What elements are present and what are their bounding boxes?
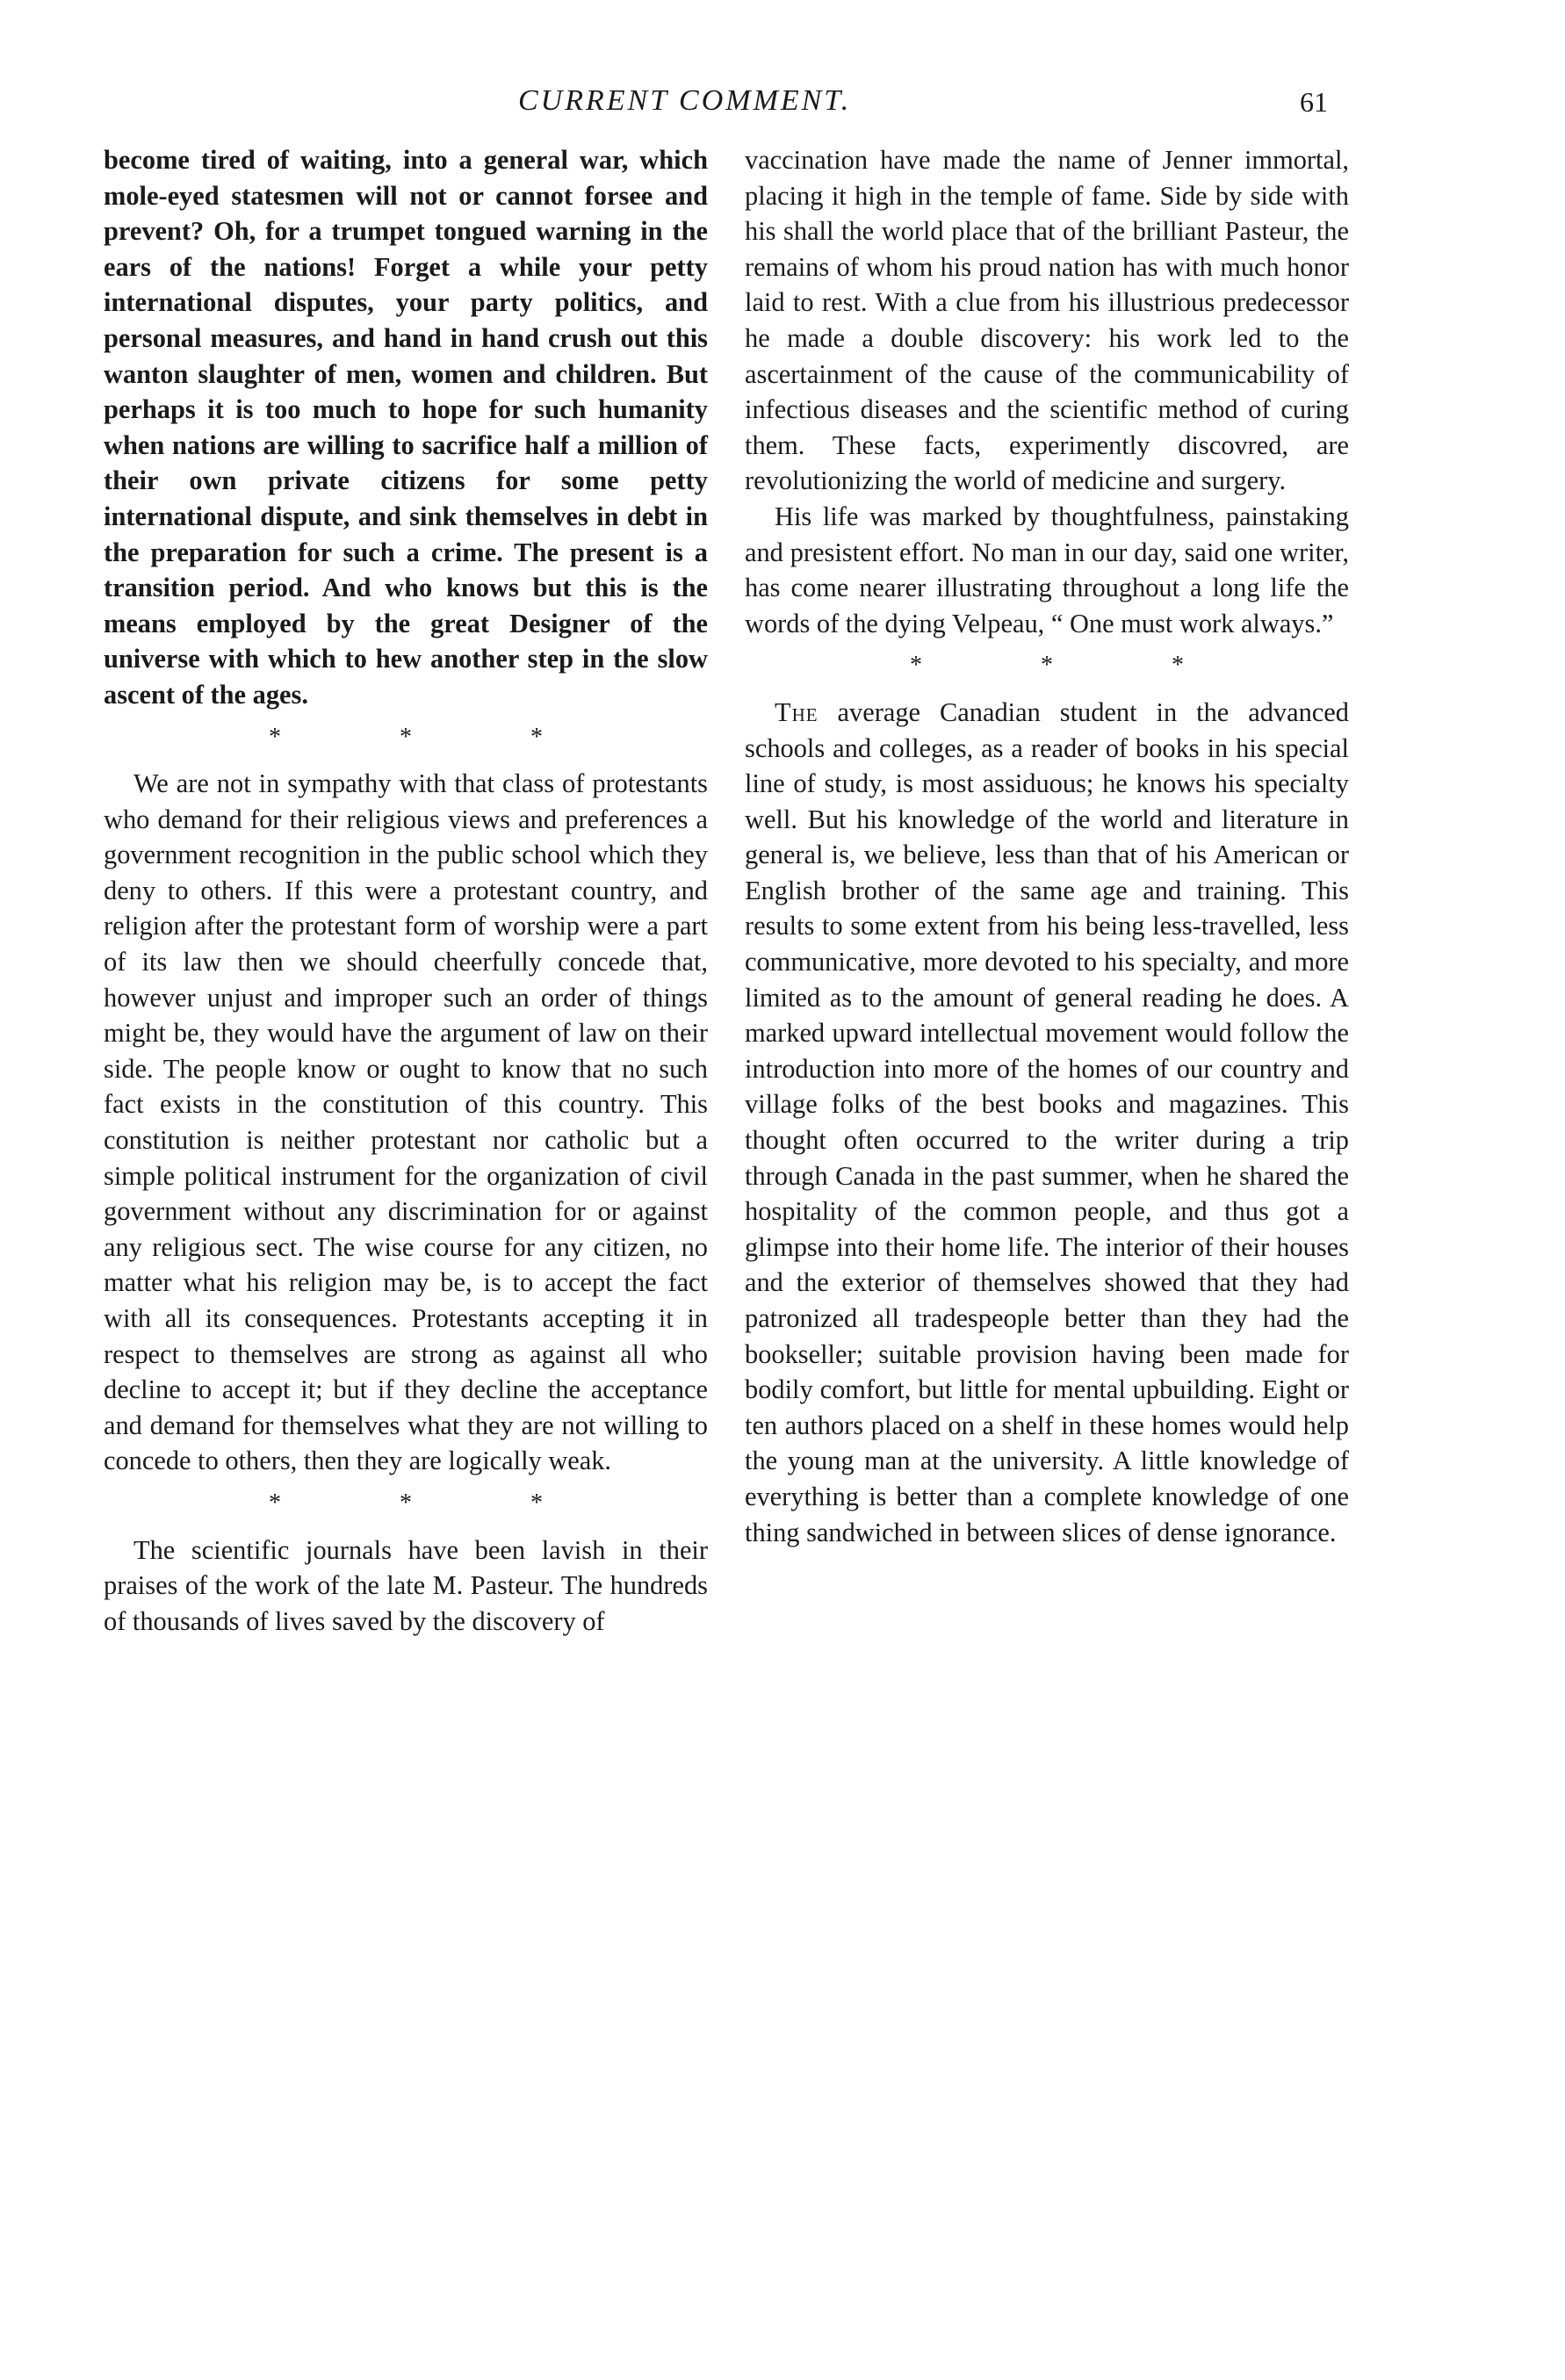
section-separator: * * *: [269, 723, 599, 751]
paragraph-lead-word: The: [775, 696, 819, 727]
left-column: [104, 142, 708, 1639]
paragraph-pasteur-start: The scientific journals have been lavish in their praises of the work of the late M. Pasteur. The hundreds of thousands of lives saved by the discovery of: [104, 1534, 708, 1636]
running-title: CURRENT COMMENT.: [518, 84, 852, 117]
paragraph-protestants: We are not in sympathy with that class of protestants who demand for their religious views and preferences a government recognition in the public school which they deny to others. If this were a protestant country, and religion after the protestant form of worship were a part of its law then we should cheerfully concede that, however unjust and improper such an order of things might be, they would have the argument of law on their side. The people know or ought to know that no such fact exists in the constitution of this country. This constitution is neither protestant nor catholic but a simple political instrument for the organization of civil government without any discrimination for or against any religious sect. The wise course for any citizen, no matter what his religion may be, is to accept the fact with all its consequences. Protestants accepting it in respect to themselves are strong as against all who decline to accept it; but if they decline the acceptance and demand for themselves what they are not willing to concede to others, then they are logically weak.: [104, 768, 708, 1476]
section-separator: * * *: [269, 1489, 599, 1517]
running-head: [0, 84, 1565, 128]
paragraph-body: average Canadian student in the advanced schools and colleges, as a reader of books in his special line of study, is most assiduous; he knows his specialty well. But his knowledge of the world and literature in general is, we believe, less than that of his American or English brother of the same age and training. This results to some extent from his being less-travelled, less communicative, more devoted to his specialty, and more limited as to the amount of general reading he does. A marked upward intellectual movement would follow the introduction into more of the homes of our country and village folks of the best books and magazines. This thought often occurred to the writer during a trip through Canada in the past summer, when he shared the hospitality of the common people, and thus got a glimpse into their home life. The interior of their houses and the exterior of themselves showed that they had patronized all tradespeople better than they had the bookseller; suitable provision having been made for bodily comfort, but little for mental upbuilding. Eight or ten authors placed on a shelf in these homes would help the young man at the university. A little knowledge of everything is better than a complete knowledge of one thing sandwiched in between slices of dense ignorance.: [745, 696, 1349, 1547]
paragraph-pasteur-life: His life was marked by thoughtfulness, painstaking and presistent effort. No man in our day, said one writer, has come nearer illustrating throughout a long life the words of the dying Velpeau, “ One must work always.”: [745, 501, 1349, 638]
paragraph-war: become tired of waiting, into a general war, which mole-eyed statesmen will not or cannot forsee and prevent? Oh, for a trumpet tongued warning in the ears of the nations! Forget a while your petty international disputes, your party politics, and personal measures, and hand in hand crush out this wanton slaughter of men, women and children. But perhaps it is too much to hope for such humanity when nations are willing to sacrifice half a million of their own private citizens for some petty international dispute, and sink themselves in debt in the preparation for such a crime. The present is a transition period. And who knows but this is the means employed by the great Designer of the universe with which to hew another step in the slow ascent of the ages.: [104, 145, 708, 710]
page-number: 61: [1300, 86, 1328, 118]
section-separator: * * *: [910, 652, 1240, 680]
paragraph-pasteur-continued: vaccination have made the name of Jenner immortal, placing it high in the temple of fame. Side by side with his shall the world place that of the brilliant Pasteur, the remains of whom his proud nation has with much honor laid to rest. With a clue from his illustrious predecessor he made a double discovery: his work led to the ascertainment of the cause of the communicability of infectious diseases and the scientific method of curing them. These facts, experimently discovred, are revolutionizing the world of medicine and surgery.: [745, 145, 1349, 496]
right-column: [745, 142, 1349, 1550]
paragraph-canadian-student: [745, 695, 1349, 1550]
